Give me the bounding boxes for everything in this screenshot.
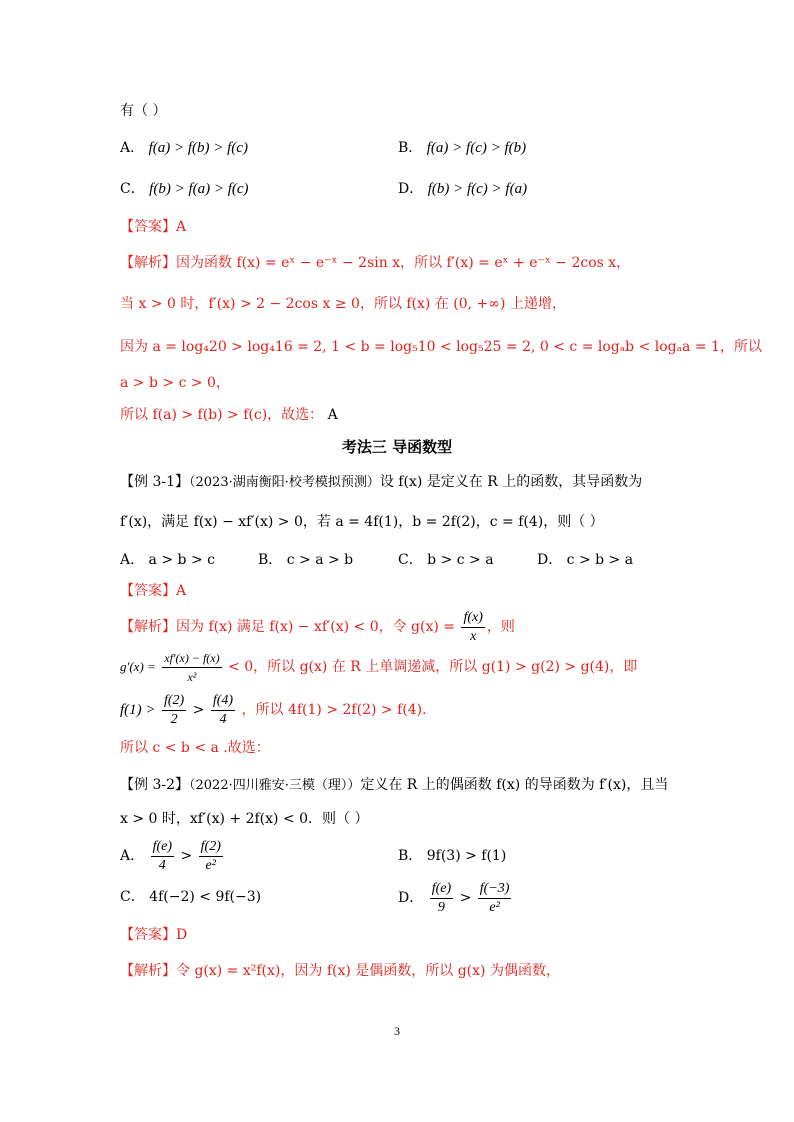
analysis-text-end: ，则 <box>486 619 515 635</box>
q1-answer <box>120 216 186 238</box>
ex31-option-b: B． c > a > b <box>258 552 354 568</box>
example-stem: 定义在 R 上的偶函数 f(x) 的导函数为 f′(x)，且当 <box>360 777 669 793</box>
fraction-denominator: x <box>470 628 477 644</box>
option-label: A． <box>120 140 145 156</box>
fraction-numerator: f(4) <box>211 692 235 711</box>
ex32-answer <box>120 924 187 946</box>
ex31-analysis-line-2 <box>120 647 637 687</box>
fraction-denominator: 4 <box>158 857 166 873</box>
option-expr: f(b) > f(c) > f(a) <box>427 181 528 197</box>
gt-sign: > <box>459 890 472 906</box>
ex31-conclusion: 所以 c < b < a .故选： <box>120 740 270 756</box>
option-label: A． <box>120 848 145 864</box>
fraction-numerator: f(x) <box>461 609 484 628</box>
analysis-text: ，所以 4f(1) > 2f(2) > f(4). <box>241 702 427 718</box>
fraction-denominator: 2 <box>170 711 178 727</box>
q1-option-a <box>120 137 248 159</box>
answer-value: D <box>176 927 188 943</box>
fraction-numerator: f(2) <box>162 692 186 711</box>
fraction-1 <box>151 838 174 875</box>
analysis-text: 令 g(x) = x²f(x)，因为 f(x) 是偶函数，所以 g(x) 为偶函数， <box>176 963 560 979</box>
option-label: D． <box>398 181 424 197</box>
fraction-denominator: x² <box>187 669 197 684</box>
analysis-text: < 0，所以 g(x) 在 R 上单调递减，所以 g(1) > g(2) > g(4)，即 <box>228 659 638 675</box>
fraction-f2 <box>162 692 186 729</box>
ex32-option-a <box>120 836 225 876</box>
ex31-option-c: C． b > c > a <box>398 552 494 568</box>
gt-sign: > <box>180 848 193 864</box>
answer-tag: 【答案】 <box>120 583 176 599</box>
q1-option-c <box>120 178 249 200</box>
fraction-gprime <box>162 649 221 686</box>
option-label: D． <box>398 890 424 906</box>
option-label: B． <box>398 140 423 156</box>
ex31-answer <box>120 580 186 602</box>
fraction-2 <box>199 838 223 875</box>
fraction-denominator: e² <box>205 857 216 873</box>
fraction-1 <box>430 880 453 917</box>
ex31-stem-line-1 <box>120 471 642 494</box>
ex31-stem-line-2: f′(x)，满足 f(x) − xf′(x) > 0，若 a = 4f(1)，b = 2f(2)，c = f(4)，则（ ） <box>120 514 604 530</box>
answer-tag: 【答案】 <box>120 219 176 235</box>
option-expr: f(a) > f(b) > f(c) <box>148 140 248 156</box>
math-text: f(1) > <box>120 702 156 718</box>
q1-analysis-line-1 <box>120 252 630 274</box>
option-expr: f(a) > f(c) > f(b) <box>426 140 527 156</box>
example-tag: 【例 3-1】 <box>120 474 189 490</box>
example-source: （2023·湖南衡阳·校考模拟预测） <box>189 475 380 490</box>
q1-stem-end: 有（ ） <box>120 103 167 119</box>
answer-value: A <box>176 583 187 599</box>
example-source: （2022·四川雅安·三模（理）） <box>189 778 361 793</box>
ex32-option-d <box>398 878 513 918</box>
conclusion-choice: A <box>327 407 338 423</box>
ex32-option-c: C． 4f(−2) < 9f(−3) <box>120 889 262 905</box>
analysis-tag: 【解析】 <box>120 255 176 271</box>
ex31-option-d: D． c > b > a <box>537 552 634 568</box>
q1-analysis-line-3: 因为 a = log₄20 > log₄16 = 2, 1 < b = log₅10 < log₅25 = 2, 0 < c = logₐb < logₐa = 1，所以 <box>120 339 762 355</box>
ex32-analysis <box>120 960 560 982</box>
q1-option-b <box>398 137 526 159</box>
fraction-2 <box>478 880 512 917</box>
ex31-analysis-line-3 <box>120 690 427 730</box>
fraction-numerator: xf′(x) − f(x) <box>162 649 221 668</box>
option-expr: f(b) > f(a) > f(c) <box>149 181 249 197</box>
fraction-numerator: f(e) <box>151 838 174 857</box>
fraction-denominator: e² <box>489 899 500 915</box>
ex32-option-b: B． 9f(3) > f(1) <box>398 848 507 864</box>
analysis-text: 因为 f(x) 满足 f(x) − xf′(x) < 0，令 g(x) = <box>176 619 456 635</box>
fraction-numerator: f(e) <box>430 880 453 899</box>
answer-value: A <box>176 219 187 235</box>
page-number: 3 <box>394 1024 400 1038</box>
ex32-stem-line-1 <box>120 774 668 797</box>
ex31-analysis-line-1 <box>120 607 515 647</box>
gprime-label: g′(x) = <box>120 659 156 674</box>
fraction-numerator: f(−3) <box>478 880 512 899</box>
ex32-stem-line-2: x > 0 时，xf′(x) + 2f(x) < 0．则（ ） <box>120 811 369 827</box>
fraction-f4 <box>211 692 235 729</box>
gt-sign: > <box>192 702 205 718</box>
fraction-denominator: 4 <box>219 711 227 727</box>
option-label: C． <box>120 181 145 197</box>
q1-option-d <box>398 178 527 200</box>
section-title: 考法三 导函数型 <box>341 438 453 456</box>
q1-analysis-line-2: 当 x > 0 时，f′(x) > 2 − 2cos x ≥ 0，所以 f(x) 在 (0, +∞) 上递增， <box>120 296 566 312</box>
q1-conclusion <box>120 404 338 426</box>
example-stem: 设 f(x) 是定义在 R 上的函数，其导函数为 <box>379 474 643 490</box>
example-tag: 【例 3-2】 <box>120 777 189 793</box>
fraction-numerator: f(2) <box>199 838 223 857</box>
answer-tag: 【答案】 <box>120 927 176 943</box>
analysis-tag: 【解析】 <box>120 963 176 979</box>
q1-analysis-line-4: a > b > c > 0， <box>120 375 230 391</box>
conclusion-text: 所以 f(a) > f(b) > f(c)，故选： <box>120 407 324 423</box>
analysis-tag: 【解析】 <box>120 619 176 635</box>
analysis-text: 因为函数 f(x) = eˣ − e⁻ˣ − 2sin x，所以 f′(x) = eˣ + e⁻ˣ − 2cos x， <box>176 255 631 271</box>
fraction-denominator: 9 <box>437 899 445 915</box>
ex31-option-a: A． a > b > c <box>120 552 215 568</box>
fraction-g <box>461 609 484 646</box>
